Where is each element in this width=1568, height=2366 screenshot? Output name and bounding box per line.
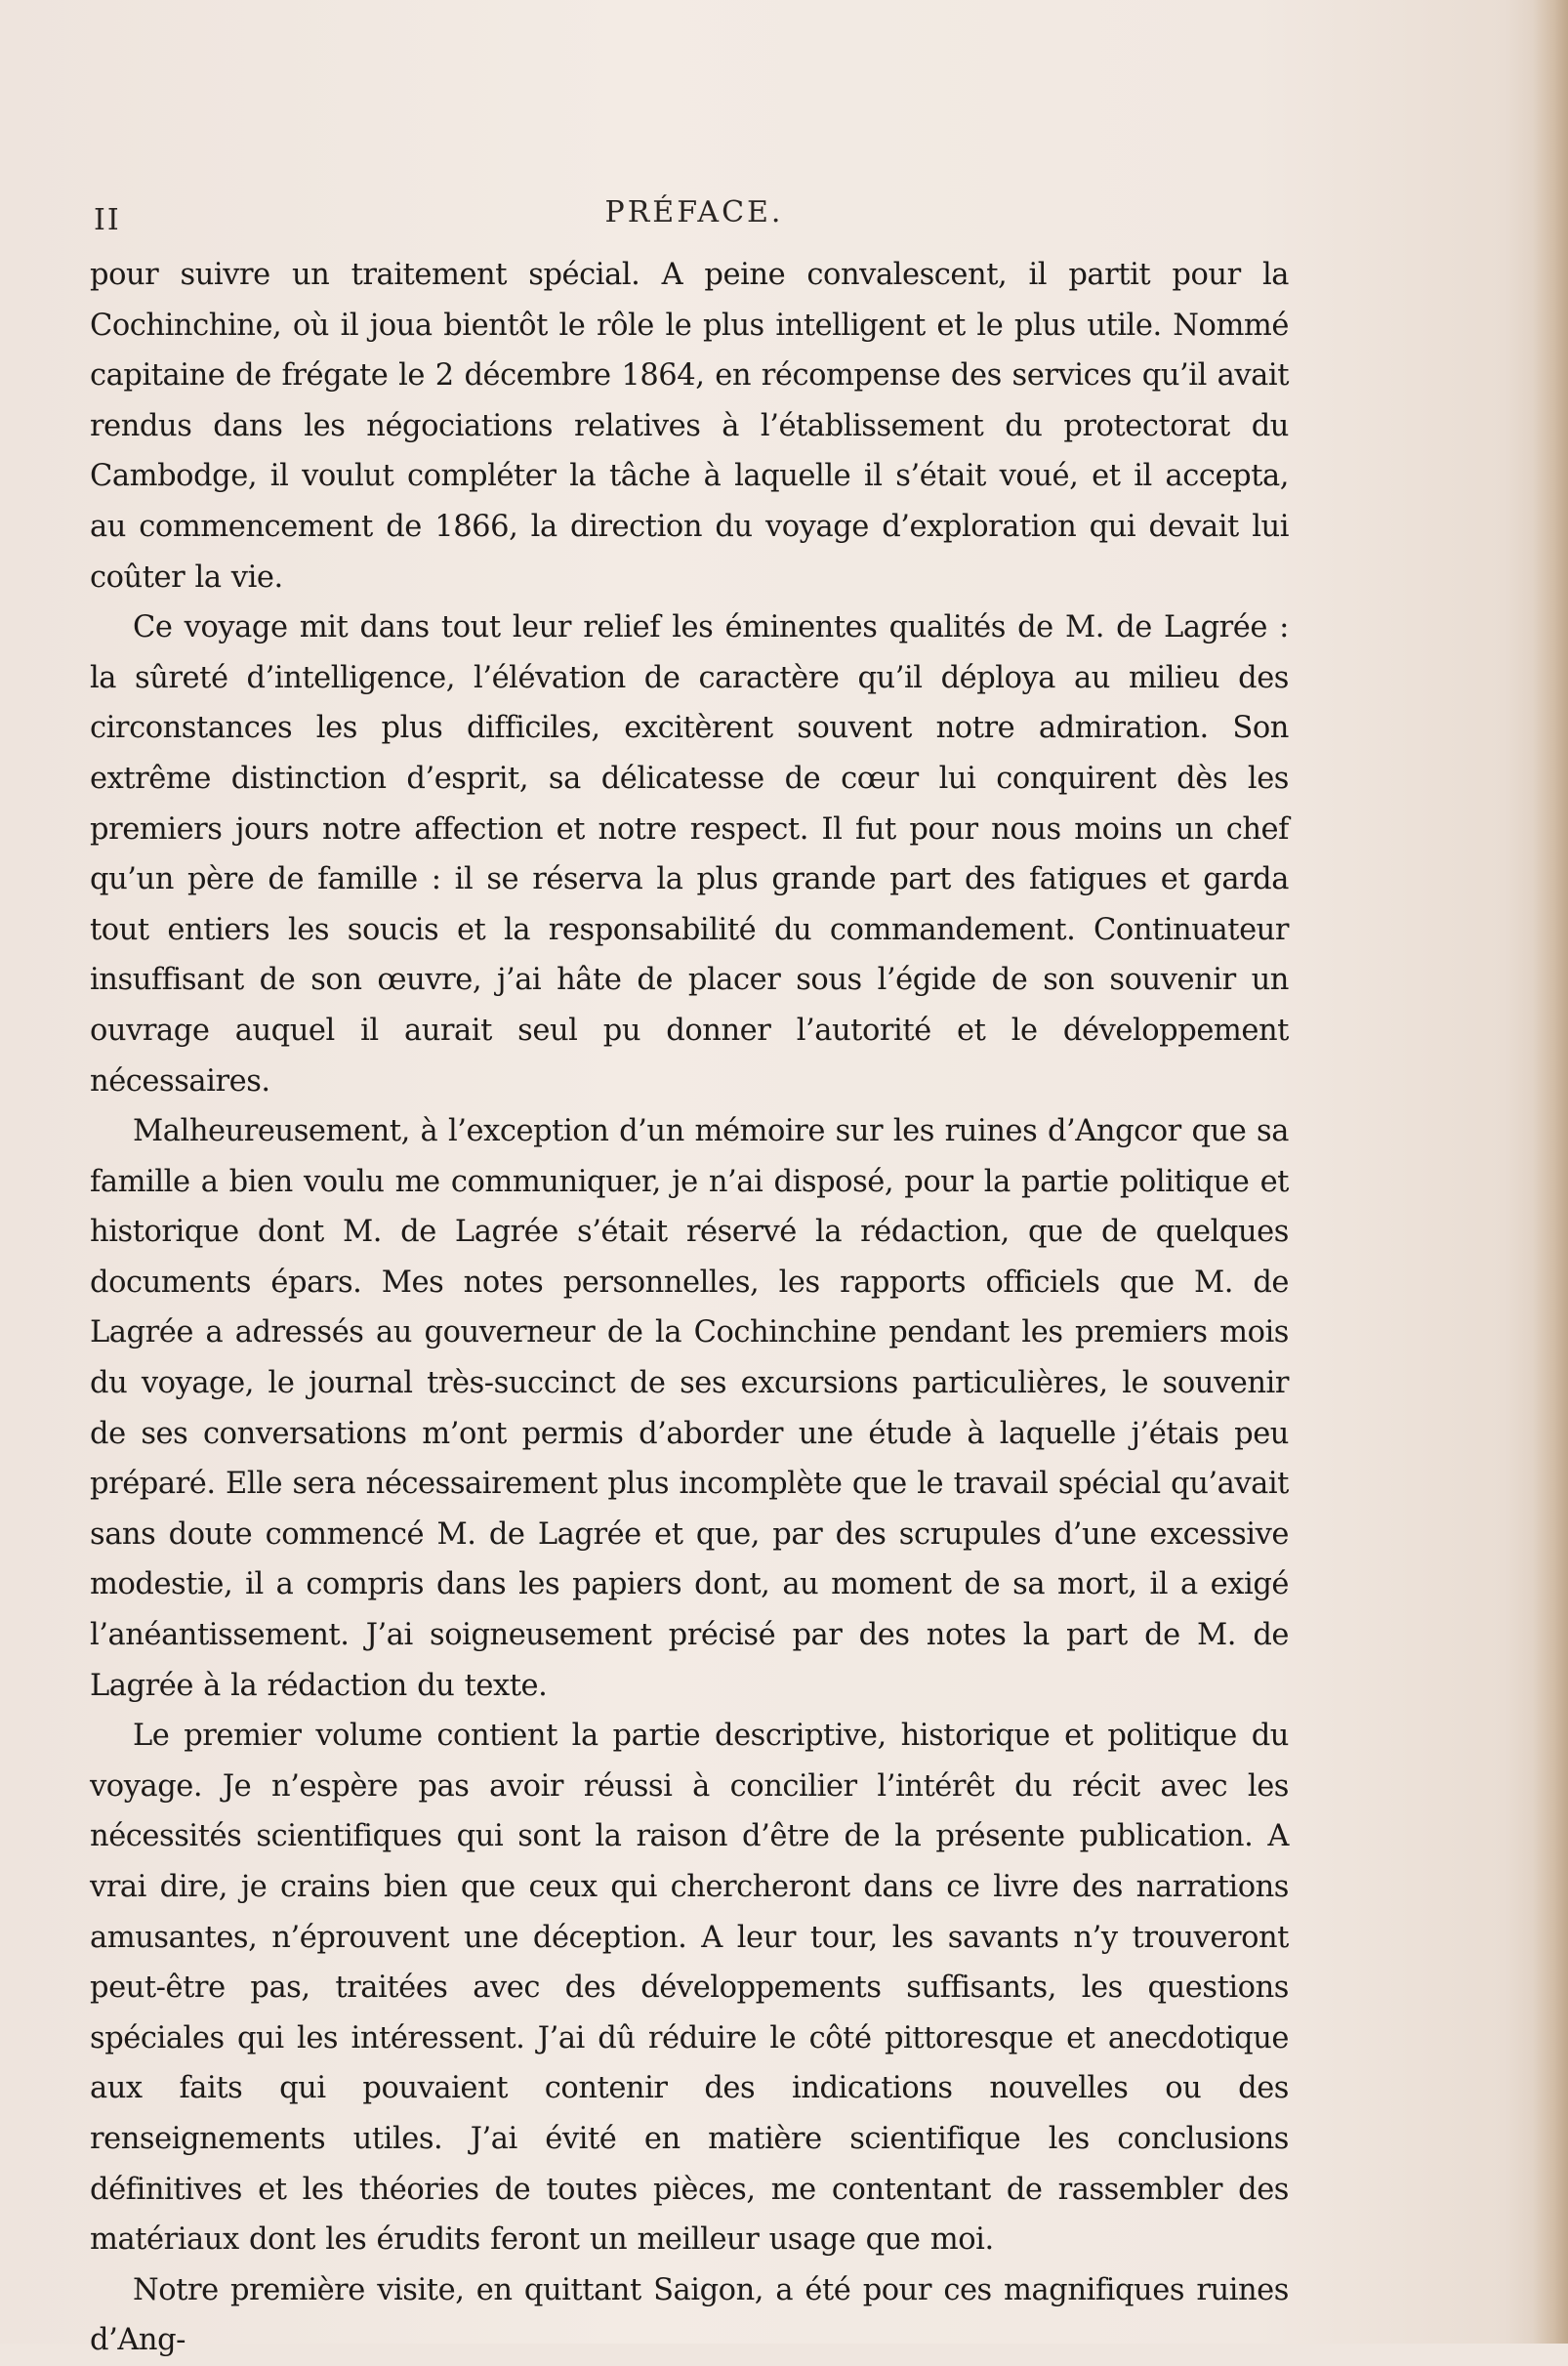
page-number: II [94, 203, 121, 237]
paragraph-continuation: pour suivre un traitement spécial. A peine convalescent, il partit pour la Cochinchine, où il joua bientôt le rôle le plus intelligent et le plus utile. Nommé capitaine de frégate le 2 décembre 1864, en récompense des services qu’il avait rendus dans les négociations relatives à l’établissement du protectorat du Cambodge, il voulut compléter la tâche à laquelle il s’était voué, et il accepta, au commencement de 1866, la direction du voyage d’exploration qui devait lui coûter la vie. [90, 258, 1289, 595]
paragraph-first-visit: Notre première visite, en quittant Saigon, a été pour ces magnifiques ruines d’Ang- [90, 2272, 1289, 2358]
paragraph-lagree-qualities: Ce voyage mit dans tout leur relief les éminentes qualités de M. de Lagrée : la sûreté d’intelligence, l’élévation de caractère qu’il déploya au milieu des circonstances les plus difficiles, excitèrent souvent notre admiration. Son extrême distinction d’esprit, sa délicatesse de cœur lui conquirent dès les premiers jours notre affection et notre respect. Il fut pour nous moins un chef qu’un père de famille : il se réserva la plus grande part des fatigues et garda tout entiers les soucis et la responsabilité du commandement. Continuateur insuffisant de son œuvre, j’ai hâte de placer sous l’égide de son souvenir un ouvrage auquel il aurait seul pu donner l’autorité et le développement nécessaires. [90, 610, 1289, 1099]
body-text [90, 250, 1289, 2366]
paragraph-sources: Malheureusement, à l’exception d’un mémoire sur les ruines d’Angcor que sa famille a bien voulu me communiquer, je n’ai disposé, pour la partie politique et historique dont M. de Lagrée s’était réservé la rédaction, que de quelques documents épars. Mes notes personnelles, les rapports officiels que M. de Lagrée a adressés au gouverneur de la Cochinchine pendant les premiers mois du voyage, le journal très-succinct de ses excursions particulières, le souvenir de ses conversations m’ont permis d’aborder une étude à laquelle j’étais peu préparé. Elle sera nécessairement plus incomplète que le travail spécial qu’avait sans doute commencé M. de Lagrée et que, par des scrupules d’une excessive modestie, il a compris dans les papiers dont, au moment de sa mort, il a exigé l’anéantissement. J’ai soigneusement précisé par des notes la part de M. de Lagrée à la rédaction du texte. [90, 1114, 1289, 1703]
running-title: PRÉFACE. [604, 195, 784, 229]
page-header [94, 193, 1295, 252]
paragraph-first-volume: Le premier volume contient la partie descriptive, historique et politique du voyage. Je n’espère pas avoir réussi à concilier l’intérêt du récit avec les nécessités scientifiques qui sont la raison d’être de la présente publication. A vrai dire, je crains bien que ceux qui chercheront dans ce livre des narrations amusantes, n’éprouvent une déception. A leur tour, les savants n’y trouveront peut-être pas, traitées avec des développements suffisants, les questions spéciales qui les intéressent. J’ai dû réduire le côté pittoresque et anecdotique aux faits qui pouvaient contenir des indications nouvelles ou des renseignements utiles. J’ai évité en matière scientifique les conclusions définitives et les théories de toutes pièces, me contentant de rassembler des matériaux dont les érudits feront un meilleur usage que moi. [90, 1719, 1289, 2258]
page-edge-shadow [1533, 0, 1568, 2344]
